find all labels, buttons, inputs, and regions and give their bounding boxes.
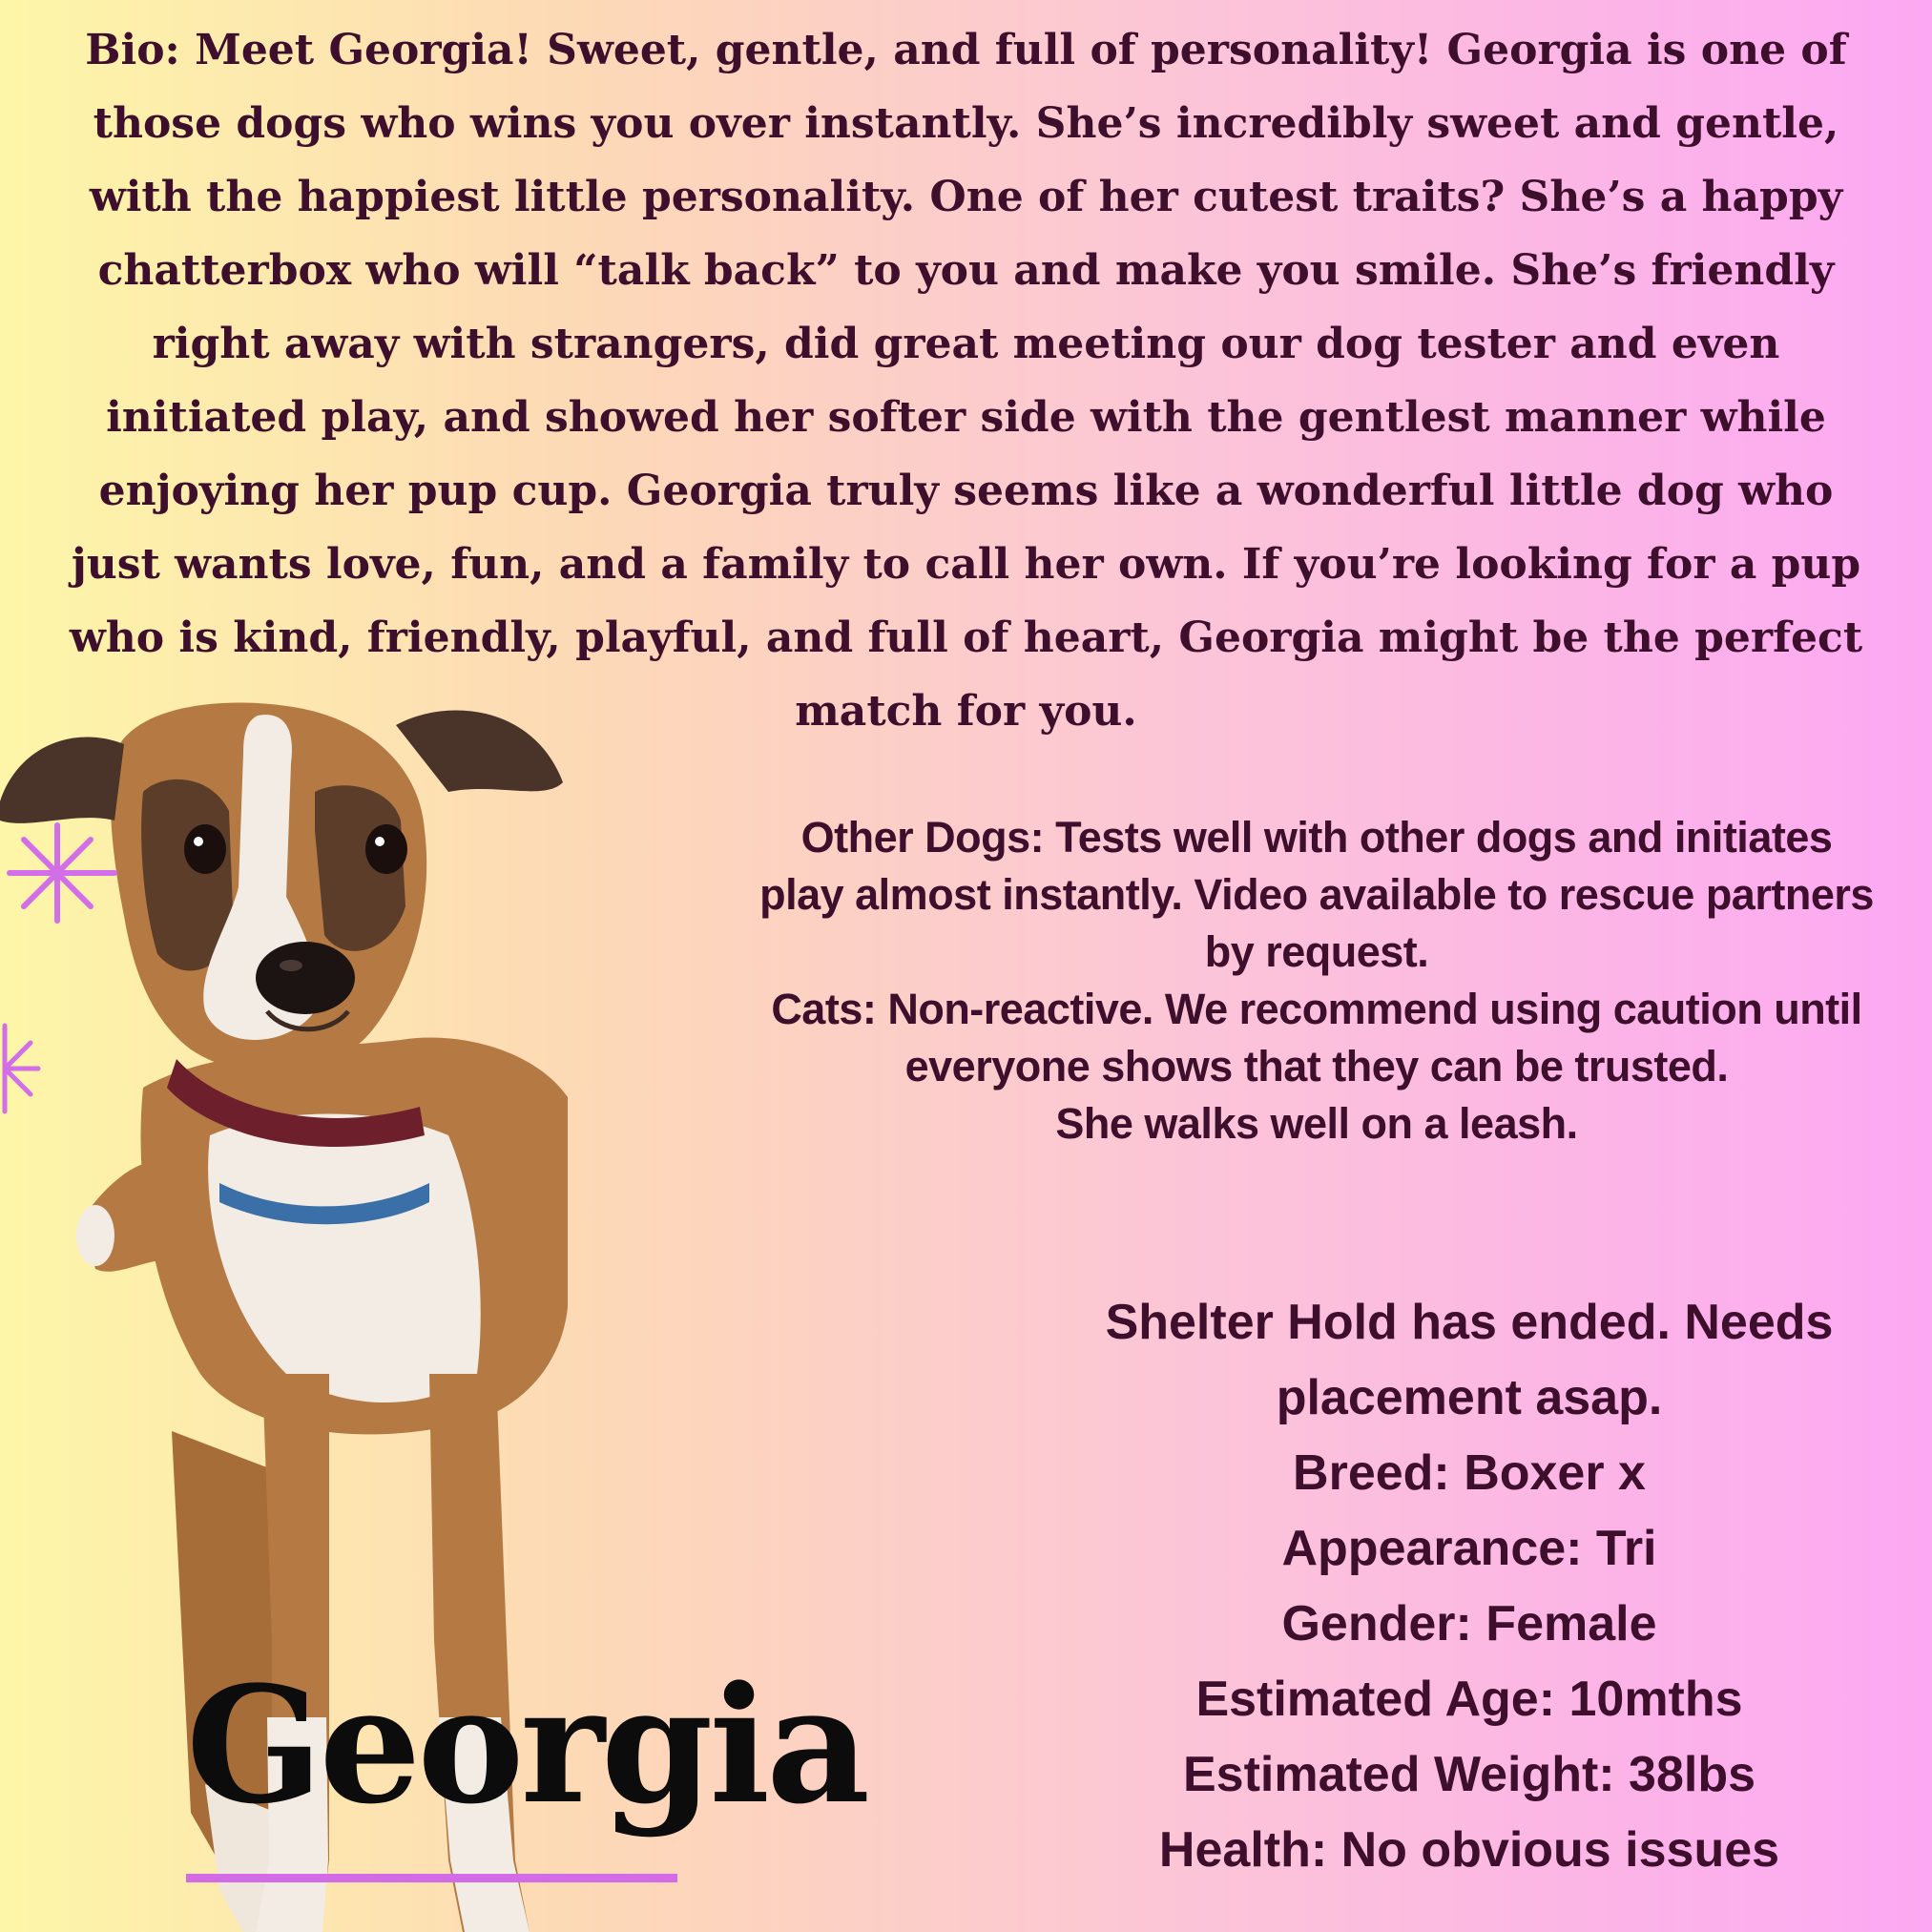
- dog-eye-left: [184, 824, 226, 874]
- dog-bio: Bio: Meet Georgia! Sweet, gentle, and full of personality! Georgia is one of those dogs who wins you over instantly. She’s incredibly sweet and gentle, with the happiest little personality. One of her cutest traits? She’s a happy chatterbox who will “talk back” to you and make you smile. She’s friendly right away with strangers, did great meeting our dog tester and even initiated play, and showed her softer side with the gentlest manner while enjoying her pup cup. Georgia truly seems like a wonderful little dog who just wants love, fun, and a family to call her own. If you’re looking for a pup who is kind, friendly, playful, and full of heart, Georgia might be the perfect match for you.: [69, 26, 1863, 736]
- cats-text: Cats: Non-reactive. We recommend using caution until everyone shows that they can be trusted.: [771, 985, 1862, 1091]
- dog-name-title: Georgia: [186, 1651, 867, 1839]
- dog-eye-right: [365, 824, 407, 874]
- leash-text: She walks well on a leash.: [1055, 1099, 1578, 1148]
- gender: Gender: Female: [1281, 1596, 1657, 1652]
- sparkle-icon: [0, 821, 124, 925]
- other-dogs-text: Other Dogs: Tests well with other dogs and initiates play almost instantly. Video available to rescue partners by request.: [759, 813, 1874, 976]
- name-underline: [186, 1874, 677, 1882]
- health: Health: No obvious issues: [1158, 1822, 1780, 1878]
- dog-nose: [256, 942, 355, 1014]
- estimated-age: Estimated Age: 10mths: [1195, 1672, 1743, 1727]
- appearance: Appearance: Tri: [1281, 1521, 1657, 1576]
- dog-ear-left: [0, 737, 124, 823]
- estimated-weight: Estimated Weight: 38lbs: [1182, 1747, 1756, 1802]
- sparkle-icon: [0, 1016, 43, 1121]
- temperament-section: [754, 809, 1880, 1153]
- dog-facts: [1049, 1285, 1889, 1888]
- hold-status: Shelter Hold has ended. Needs placement asap.: [1105, 1295, 1834, 1425]
- breed: Breed: Boxer x: [1293, 1445, 1646, 1501]
- dog-ear-right: [396, 710, 563, 792]
